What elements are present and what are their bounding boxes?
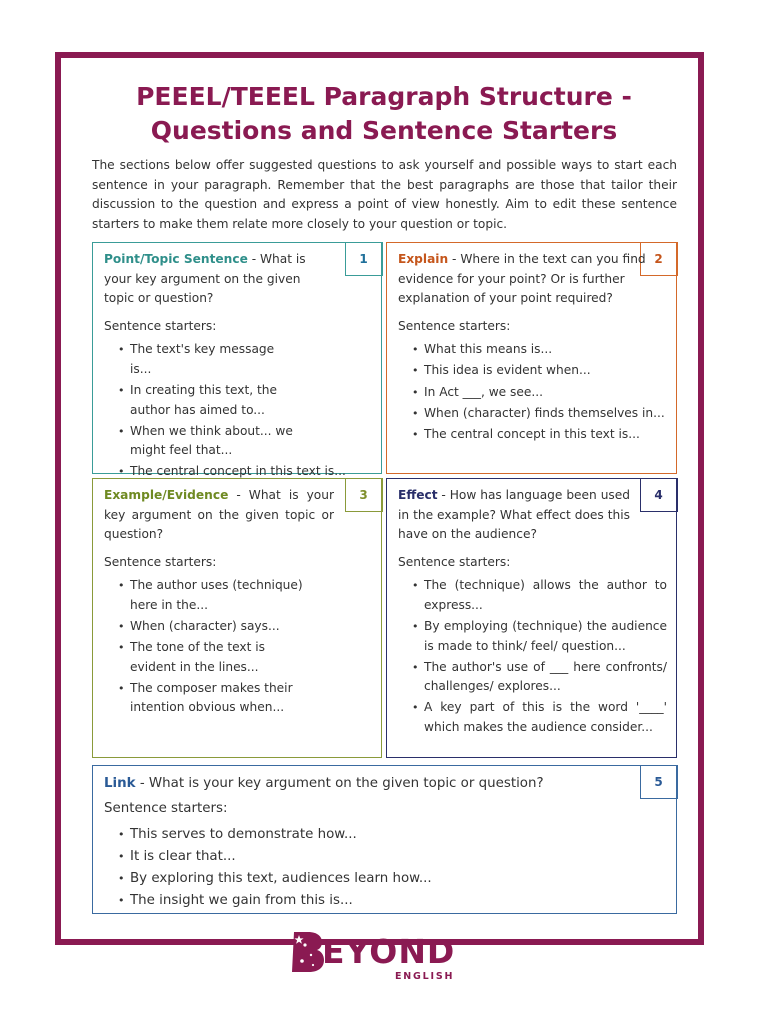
list-item: • What this means is... xyxy=(412,340,667,360)
section-explain xyxy=(386,242,677,474)
title-line-2: Questions and Sentence Starters xyxy=(150,116,618,145)
logo-wordmark: EYOND xyxy=(322,932,456,971)
section-question-text: - What is your key argument on the given topic or question? xyxy=(104,252,306,306)
list-item: • The central concept in this text is... xyxy=(118,462,370,482)
list-item: • It is clear that... xyxy=(118,846,628,867)
list-item: • The text's key message is... xyxy=(118,340,293,379)
section-question xyxy=(104,250,333,309)
starter-list xyxy=(104,340,346,482)
section-label: Explain xyxy=(398,252,449,266)
section-question-text: - Where in the text can you find evidence for your point? Or is further explanation of your point required? xyxy=(398,252,646,306)
starter-list xyxy=(398,576,667,737)
section-question xyxy=(104,773,628,794)
section-question xyxy=(398,486,630,545)
section-question-text: - How has language been used in the example? What effect does this have on the audience? xyxy=(398,488,630,542)
list-item: • A key part of this is the word '____' which makes the audience consider... xyxy=(412,698,667,737)
starter-list xyxy=(398,340,667,444)
starter-list xyxy=(104,824,628,911)
section-number: 3 xyxy=(345,478,383,512)
section-effect xyxy=(386,478,677,758)
starters-label: Sentence starters: xyxy=(104,554,217,569)
starter-list xyxy=(104,576,303,718)
list-item: • In creating this text, the author has aimed to... xyxy=(118,381,293,420)
starters-label: Sentence starters: xyxy=(104,318,217,333)
starters-label: Sentence starters: xyxy=(398,318,511,333)
starters-label: Sentence starters: xyxy=(398,554,511,569)
logo-subtitle: ENGLISH xyxy=(395,971,455,982)
section-number: 5 xyxy=(640,765,678,799)
section-point xyxy=(92,242,382,479)
list-item: • This idea is evident when... xyxy=(412,361,667,381)
list-item: • By exploring this text, audiences learn how... xyxy=(118,868,628,889)
list-item: • When we think about... we might feel that... xyxy=(118,422,293,461)
title-line-1: PEEEL/TEEEL Paragraph Structure - xyxy=(136,82,632,111)
section-link xyxy=(92,765,677,914)
starters-label: Sentence starters: xyxy=(104,801,228,817)
list-item: • The (technique) allows the author to express... xyxy=(412,576,667,615)
section-question xyxy=(104,486,334,545)
section-number: 2 xyxy=(640,242,678,276)
list-item: • This serves to demonstrate how... xyxy=(118,824,628,845)
list-item: • In Act ___, we see... xyxy=(412,383,667,403)
section-label: Link xyxy=(104,776,136,791)
intro-paragraph: The sections below offer suggested questions to ask yourself and possible ways to start each sentence in your paragraph. Remember that the best paragraphs are those that tailor their discussion to the question and express a point of view honestly. Aim to edit these sentence starters to make them relate more closely to your question or topic. xyxy=(92,158,677,231)
list-item: • When (character) says... xyxy=(118,617,303,637)
logo-b-star-icon xyxy=(290,930,326,974)
section-label: Point/Topic Sentence xyxy=(104,252,248,266)
section-label: Example/Evidence xyxy=(104,488,229,502)
section-question-text: - What is your key argument on the given topic or question? xyxy=(135,776,544,791)
list-item: • The tone of the text is evident in the lines... xyxy=(118,638,303,677)
list-item: • When (character) finds themselves in... xyxy=(412,404,667,424)
page-title xyxy=(70,80,698,148)
beyond-english-logo xyxy=(288,930,488,982)
section-example xyxy=(92,478,382,758)
list-item: • The composer makes their intention obvious when... xyxy=(118,679,303,718)
section-label: Effect xyxy=(398,488,438,502)
list-item: • The author's use of ___ here confronts/ challenges/ explores... xyxy=(412,658,667,697)
section-question-text: - What is your key argument on the given topic or question? xyxy=(104,488,334,542)
list-item: • By employing (technique) the audience is made to think/ feel/ question... xyxy=(412,617,667,656)
section-question xyxy=(398,250,648,309)
section-number: 4 xyxy=(640,478,678,512)
list-item: • The central concept in this text is... xyxy=(412,425,667,445)
list-item: • The author uses (technique) here in the... xyxy=(118,576,303,615)
list-item: • The insight we gain from this is... xyxy=(118,890,628,911)
section-number: 1 xyxy=(345,242,383,276)
